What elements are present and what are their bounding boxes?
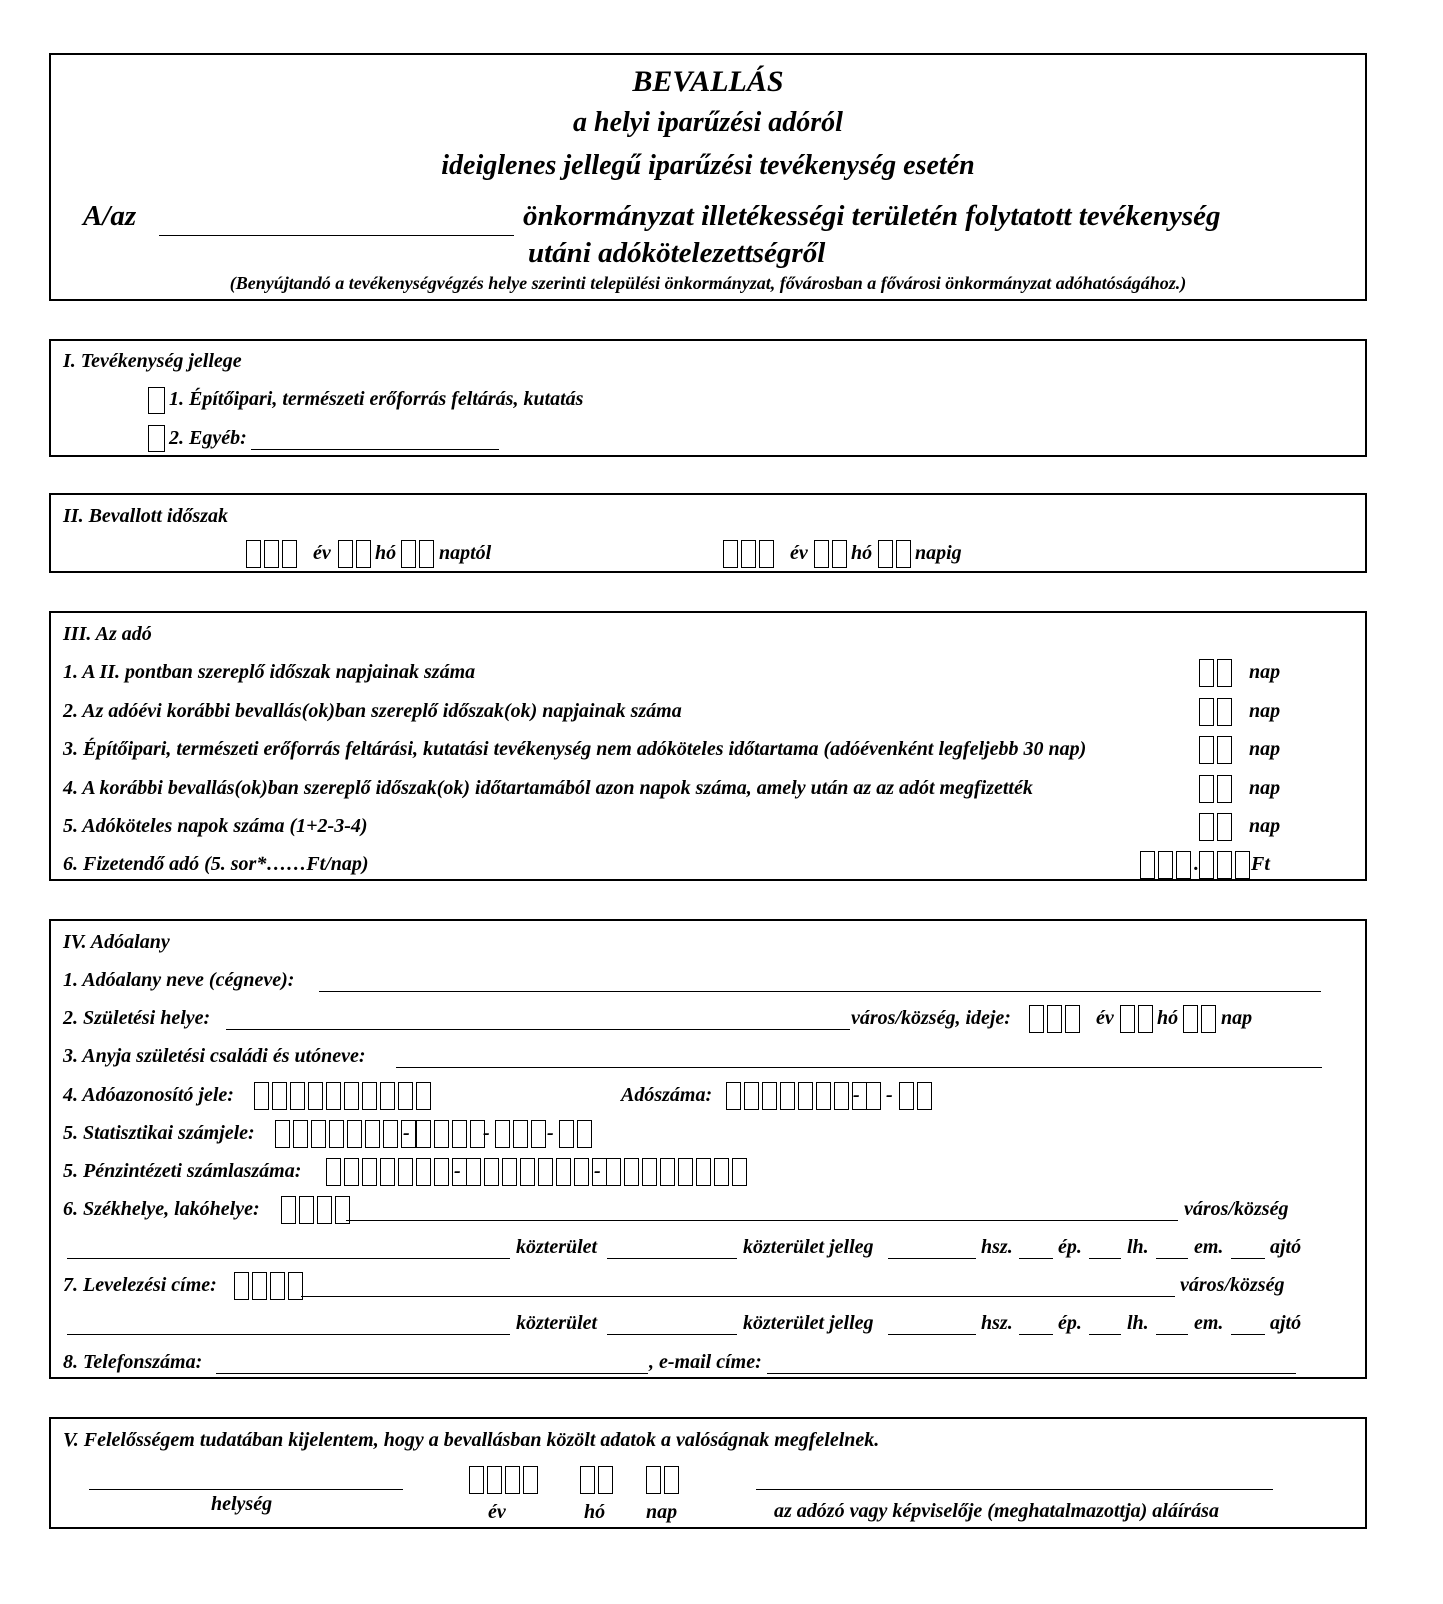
mailing-street-type-field[interactable] xyxy=(607,1334,737,1335)
section-title: I. Tevékenység jellege xyxy=(63,350,242,372)
year-label: év xyxy=(790,542,808,564)
street-label: közterület xyxy=(516,1236,598,1258)
mailing-address-label: 7. Levelezési címe: xyxy=(63,1274,217,1296)
taxpayer-name-label: 1. Adóalany neve (cégneve): xyxy=(63,969,295,991)
seat-city-field[interactable] xyxy=(346,1220,1178,1221)
section-declared-period xyxy=(49,493,1367,573)
tax-row-1-boxes[interactable] xyxy=(1199,659,1235,689)
seat-staircase-field[interactable] xyxy=(1089,1258,1121,1259)
other-activity-field[interactable] xyxy=(251,449,499,450)
unit-label: Ft xyxy=(1251,853,1270,875)
tax-id-label: 4. Adóazonosító jele: xyxy=(63,1084,234,1106)
section-title: III. Az adó xyxy=(63,623,152,645)
floor-label: em. xyxy=(1194,1312,1224,1334)
month-label: hó xyxy=(1157,1007,1179,1029)
street-label: közterület xyxy=(516,1312,598,1334)
unit-label: nap xyxy=(1249,700,1281,722)
tax-amount-thousands-boxes[interactable] xyxy=(1140,851,1194,881)
mailing-street-field[interactable] xyxy=(67,1334,510,1335)
section-title: II. Bevallott időszak xyxy=(63,505,229,527)
day-label: nap xyxy=(1221,1007,1253,1029)
building-label: ép. xyxy=(1058,1312,1082,1334)
tax-row-4-boxes[interactable] xyxy=(1199,775,1235,805)
dash: - xyxy=(594,1160,601,1182)
option-construction-label: 1. Építőipari, természeti erőforrás feltárás, kutatás xyxy=(169,388,584,410)
bank-account-boxes-3[interactable] xyxy=(606,1158,750,1188)
seat-label: 6. Székhelye, lakóhelye: xyxy=(63,1198,260,1220)
form-title: BEVALLÁS xyxy=(632,65,784,98)
staircase-label: lh. xyxy=(1127,1236,1149,1258)
mailing-door-field[interactable] xyxy=(1231,1334,1265,1335)
phone-field[interactable] xyxy=(216,1373,648,1374)
to-label: napig xyxy=(915,542,962,564)
statistical-code-boxes-2[interactable] xyxy=(416,1120,488,1150)
mailing-building-field[interactable] xyxy=(1019,1334,1053,1335)
statistical-code-boxes-1[interactable] xyxy=(275,1120,419,1150)
seat-building-field[interactable] xyxy=(1019,1258,1053,1259)
dash: - xyxy=(853,1084,860,1106)
form-subtitle-2: ideiglenes jellegű iparűzési tevékenység esetén xyxy=(441,150,975,181)
municipality-field[interactable] xyxy=(159,235,514,236)
tax-amount-units-boxes[interactable] xyxy=(1199,851,1253,881)
city-label: város/község xyxy=(1180,1274,1285,1296)
dash: - xyxy=(886,1084,893,1106)
section-taxpayer xyxy=(49,919,1367,1379)
unit-label: nap xyxy=(1249,815,1281,837)
floor-label: em. xyxy=(1194,1236,1224,1258)
month-label: hó xyxy=(375,542,397,564)
section-activity-type xyxy=(49,339,1367,457)
birthplace-field[interactable] xyxy=(226,1029,850,1030)
tax-row-1: 1. A II. pontban szereplő időszak napjainak száma xyxy=(63,661,476,683)
house-number-label: hsz. xyxy=(981,1236,1013,1258)
year-label: év xyxy=(313,542,331,564)
thousands-separator: . xyxy=(1194,853,1199,875)
tax-row-2-boxes[interactable] xyxy=(1199,698,1235,728)
birth-date-label: város/község, ideje: xyxy=(851,1007,1011,1029)
tax-number-vat-box[interactable] xyxy=(866,1082,884,1112)
checkbox-construction[interactable] xyxy=(148,387,165,414)
sign-year-boxes[interactable] xyxy=(469,1466,541,1496)
seat-door-field[interactable] xyxy=(1231,1258,1265,1259)
header-panel xyxy=(49,53,1367,301)
seat-street-type-field[interactable] xyxy=(607,1258,737,1259)
bank-account-label: 5. Pénzintézeti számlaszáma: xyxy=(63,1160,302,1182)
phone-label: 8. Telefonszáma: xyxy=(63,1351,203,1373)
dash: - xyxy=(547,1122,554,1144)
statistical-code-boxes-3[interactable] xyxy=(495,1120,549,1150)
seat-postcode-boxes[interactable] xyxy=(281,1196,353,1226)
from-label: naptól xyxy=(439,542,492,564)
declaration-text: V. Felelősségem tudatában kijelentem, hogy a bevallásban közölt adatok a valóságnak megfelelnek. xyxy=(63,1429,880,1451)
seat-street-field[interactable] xyxy=(67,1258,510,1259)
unit-label: nap xyxy=(1249,777,1281,799)
seat-house-number-field[interactable] xyxy=(888,1258,976,1259)
tax-row-5: 5. Adóköteles napok száma (1+2-3-4) xyxy=(63,815,368,837)
mailing-postcode-boxes[interactable] xyxy=(234,1272,306,1302)
birth-month-boxes[interactable] xyxy=(1120,1005,1156,1035)
form-subtitle: a helyi iparűzési adóról xyxy=(573,107,843,138)
house-number-label: hsz. xyxy=(981,1312,1013,1334)
taxpayer-name-field[interactable] xyxy=(319,991,1321,992)
mother-name-label: 3. Anyja születési családi és utóneve: xyxy=(63,1045,366,1067)
submission-note: (Benyújtandó a tevékenységvégzés helye szerinti települési önkormányzat, fővárosban a fővárosi önkormányzat adóhatóságához.) xyxy=(229,273,1187,293)
building-label: ép. xyxy=(1058,1236,1082,1258)
email-field[interactable] xyxy=(767,1373,1296,1374)
sign-day-boxes[interactable] xyxy=(646,1466,682,1496)
mother-name-field[interactable] xyxy=(396,1067,1322,1068)
year-label: év xyxy=(1096,1007,1114,1029)
tax-number-boxes[interactable] xyxy=(726,1082,870,1112)
tax-number-label: Adószáma: xyxy=(621,1084,713,1106)
checkbox-other[interactable] xyxy=(148,425,165,452)
birth-year-boxes[interactable] xyxy=(1029,1005,1083,1035)
option-other-label: 2. Egyéb: xyxy=(169,427,247,449)
bank-account-boxes-1[interactable] xyxy=(326,1158,470,1188)
place-label: helység xyxy=(211,1493,273,1515)
section-title: IV. Adóalany xyxy=(63,931,170,953)
signature-field[interactable] xyxy=(756,1489,1273,1490)
email-label: , e-mail címe: xyxy=(649,1351,762,1373)
to-day-boxes[interactable] xyxy=(878,540,914,570)
sign-month-boxes[interactable] xyxy=(580,1466,616,1496)
section-declaration xyxy=(49,1417,1367,1529)
year-label: év xyxy=(488,1501,506,1523)
month-label: hó xyxy=(851,542,873,564)
tax-row-3-boxes[interactable] xyxy=(1199,736,1235,766)
birthplace-label: 2. Születési helye: xyxy=(63,1007,211,1029)
day-label: nap xyxy=(646,1501,678,1523)
statistical-code-boxes-4[interactable] xyxy=(559,1120,595,1150)
dash: - xyxy=(483,1122,490,1144)
month-label: hó xyxy=(584,1501,606,1523)
dash: - xyxy=(454,1160,461,1182)
to-month-boxes[interactable] xyxy=(814,540,850,570)
door-label: ajtó xyxy=(1270,1236,1302,1258)
street-type-label: közterület jelleg xyxy=(743,1312,874,1334)
to-year-boxes[interactable] xyxy=(723,540,777,570)
tax-row-2: 2. Az adóévi korábbi bevallás(ok)ban szereplő időszak(ok) napjainak száma xyxy=(63,700,682,722)
unit-label: nap xyxy=(1249,661,1281,683)
tax-id-boxes[interactable] xyxy=(254,1082,434,1112)
form-subtitle-3: utáni adókötelezettségről xyxy=(528,237,826,269)
street-type-label: közterület jelleg xyxy=(743,1236,874,1258)
municipality-suffix: önkormányzat illetékességi területén folytatott tevékenység xyxy=(523,200,1221,232)
signature-label: az adózó vagy képviselője (meghatalmazottja) aláírása xyxy=(774,1500,1219,1522)
place-field[interactable] xyxy=(89,1489,403,1490)
tax-row-3: 3. Építőipari, természeti erőforrás feltárási, kutatási tevékenység nem adóköteles időtartama (adóévenként legfeljebb 30 nap) xyxy=(63,738,1087,760)
from-year-boxes[interactable] xyxy=(246,540,300,570)
seat-floor-field[interactable] xyxy=(1156,1258,1188,1259)
municipality-prefix: A/az xyxy=(83,200,137,232)
tax-number-county-boxes[interactable] xyxy=(899,1082,935,1112)
mailing-house-number-field[interactable] xyxy=(888,1334,976,1335)
tax-row-6: 6. Fizetendő adó (5. sor*……Ft/nap) xyxy=(63,853,369,875)
mailing-city-field[interactable] xyxy=(301,1296,1175,1297)
statistical-code-label: 5. Statisztikai számjele: xyxy=(63,1122,255,1144)
city-label: város/község xyxy=(1184,1198,1289,1220)
from-month-boxes[interactable] xyxy=(338,540,374,570)
bank-account-boxes-2[interactable] xyxy=(466,1158,610,1188)
section-tax xyxy=(49,611,1367,881)
mailing-floor-field[interactable] xyxy=(1156,1334,1188,1335)
tax-row-4: 4. A korábbi bevallás(ok)ban szereplő időszak(ok) időtartamából azon napok száma, amely után az az adót megfizették xyxy=(63,777,1033,799)
door-label: ajtó xyxy=(1270,1312,1302,1334)
tax-row-5-boxes[interactable] xyxy=(1199,813,1235,843)
staircase-label: lh. xyxy=(1127,1312,1149,1334)
mailing-staircase-field[interactable] xyxy=(1089,1334,1121,1335)
unit-label: nap xyxy=(1249,738,1281,760)
dash: - xyxy=(403,1122,410,1144)
birth-day-boxes[interactable] xyxy=(1183,1005,1219,1035)
from-day-boxes[interactable] xyxy=(401,540,437,570)
